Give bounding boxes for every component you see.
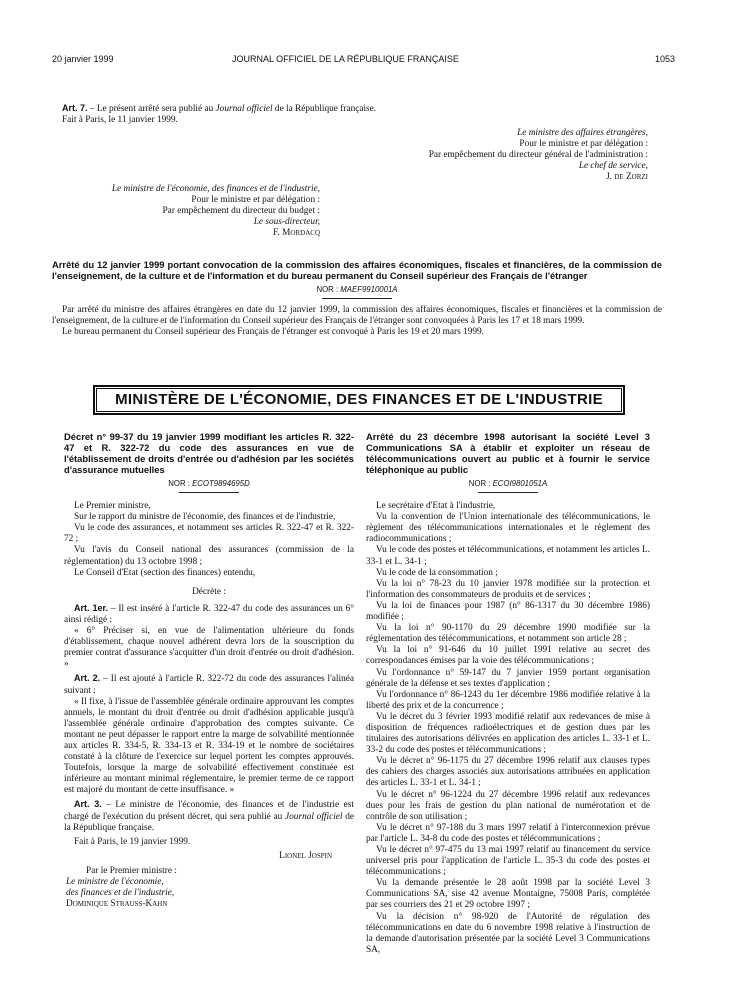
arrete-1 — [52, 259, 662, 338]
arrete-2-paragraph: Vu l'ordonnance n° 86-1243 du 1er décembre 1986 modifiée relative à la liberté des prix et de la concurrence ; — [366, 689, 650, 711]
arrete-2-paragraph: Vu le décret n° 96-1175 du 27 décembre 1996 relatif aux clauses types des cahiers des charges associés aux autorisations attribuées en application des articles L. 33-1 et L. 34-1 ; — [366, 756, 650, 789]
arrete-2-paragraph: Vu le décret n° 96-1224 du 27 décembre 1996 relatif aux redevances dues pour les frais de gestion du plan national de numérotation et de contrôle de son utilisation ; — [366, 789, 650, 822]
arrete-2-nor: NOR : ECOI9801051A — [468, 479, 548, 488]
decret-minister: Le ministre de l'économie, — [66, 877, 164, 887]
arrete-1-nor: NOR : MAEF9910001A — [316, 285, 398, 294]
divider — [179, 492, 239, 493]
divider — [478, 492, 538, 493]
decret-paragraph: Le Premier ministre, — [74, 501, 151, 512]
decret-article-1-quote: « 6° Préciser si, en vue de l'alimentation ultérieure du fonds d'établissement, chaque nouvel adhérent devra lors de la souscription du premier contrat d'assurance s'acquitter d'un droit d'entrée ou droit d'adhésion. » — [64, 626, 354, 670]
decret-fait: Fait à Paris, le 19 janvier 1999. — [74, 836, 191, 847]
arrete-2-paragraph: Vu le code des postes et télécommunications, et notamment les articles L. 33-1 et L. 34-1 ; — [366, 545, 650, 567]
signature-block-right — [380, 128, 648, 183]
signature-line: Le ministre de l'économie, des finances et de l'industrie, — [111, 184, 320, 194]
decret-signer: Lionel Jospin — [279, 850, 332, 861]
arrete-2-paragraph: Vu la convention de l'Union internationale des télécommunications, le règlement des télécommunications internationales et le règlement des radiocommunications ; — [366, 512, 650, 545]
arrete-2-paragraph: Vu l'ordonnance n° 59-147 du 7 janvier 1959 portant organisation générale de la défense et ses textes d'application ; — [366, 667, 650, 689]
arrete-2-paragraph: Vu le code de la consommation ; — [376, 567, 498, 578]
arrete-2-paragraph: Vu la loi de finances pour 1987 (n° 86-1317 du 30 décembre 1986) modifiée ; — [366, 600, 650, 623]
article-7-fait: Fait à Paris, le 11 janvier 1999. — [62, 115, 178, 126]
article-7-text: Art. 7. – Le présent arrêté sera publié au Journal officiel de la République française. — [62, 103, 377, 114]
signature-line: Pour le ministre et par délégation : — [519, 139, 648, 150]
arrete-2-paragraph: Vu le décret n° 97-188 du 3 mars 1997 relatif à l'interconnexion prévue par l'article L. 34-8 du code des postes et télécommunications ; — [366, 822, 650, 844]
decret-minister: des finances et de l'industrie, — [66, 888, 175, 899]
arrete-1-paragraph: Par arrêté du ministre des affaires étrangères en date du 12 janvier 1999, la commission des affaires économiques, fiscales et financières et la commission de l'enseignement, de la culture et de l'information du Conseil supérieur des Français de l'étranger sont convoquées à Paris les 17 et 18 mars 1999. — [52, 305, 662, 327]
arrete-2-paragraph: Vu la loi n° 78-23 du 10 janvier 1978 modifiée sur la protection et l'information des consommateurs de produits et de services ; — [366, 578, 650, 600]
arrete-2-paragraph: Vu le décret n° 97-475 du 13 mai 1997 relatif au financement du service universel pris pour l'application de l'article L. 35-3 du code des postes et télécommunications ; — [366, 845, 650, 878]
signature-line: Le chef de service, — [578, 161, 648, 172]
decret-paragraph: Vu le code des assurances, et notamment ses articles R. 322-47 et R. 322-72 ; — [64, 523, 354, 545]
arrete-1-title: Arrêté du 12 janvier 1999 portant convocation de la commission des affaires économiques, fiscales et financières, de la commission de l'enseignement, de la culture et de l'information et du bureau permanent du Conseil supérieur des Français de l'étranger — [52, 259, 662, 281]
decret-paragraph: Vu l'avis du Conseil national des assurances (commission de la réglementation) du 13 octobre 1998 ; — [64, 545, 354, 567]
decret-article-1: Art. 1er. – Il est inséré à l'article R. 322-47 du code des assurances un 6° ainsi rédigé : — [64, 602, 354, 625]
signature-line: Par empêchement du directeur du budget : — [162, 206, 320, 217]
arrete-2-column — [366, 431, 650, 956]
signature-line: Pour le ministre et par délégation : — [191, 195, 320, 206]
arrete-2-paragraph: Vu le décret du 3 février 1993 modifié relatif aux redevances de mise à disposition de fréquences radioélectriques et de gestion dues par les titulaires des autorisations délivrées en application des articles L. 33-1 et L. 33-2 du code des postes et télécommunications ; — [366, 711, 650, 756]
divider — [322, 298, 392, 299]
decret-decrete: Décrète : — [192, 586, 226, 597]
arrete-2-paragraph: Vu la demande présentée le 28 août 1998 par la société Level 3 Communications SA, sise 42 avenue Montaigne, 75008 Paris, complétée par ses courriers des 21 et 29 octobre 1997 ; — [366, 878, 650, 911]
signature-line: Le ministre des affaires étrangères, — [517, 128, 648, 138]
header-page-number: 1053 — [655, 54, 676, 64]
decret-article-3: Art. 3. – Le ministre de l'économie, des finances et de l'industrie est chargé de l'exécution du présent décret, qui sera publié au Journal officiel de la République française. — [64, 799, 354, 833]
header-journal: JOURNAL OFFICIEL DE LA RÉPUBLIQUE FRANÇAISE — [232, 54, 459, 64]
signature-line: J. de Zorzi — [606, 172, 648, 183]
article-7 — [52, 103, 672, 126]
arrete-2-paragraph: Vu la décision n° 98-920 de l'Autorité de régulation des télécommunications en date du 6 novembre 1998 relative à l'instruction de la demande d'autorisation présentée par la société Level 3 Communications SA, — [366, 911, 650, 955]
arrete-2-paragraph: Vu la loi n° 90-1170 du 29 décembre 1990 modifiée sur la réglementation des télécommunications, et notamment son article 28 ; — [366, 623, 650, 645]
header-date: 20 janvier 1999 — [52, 54, 114, 64]
signature-block-left — [60, 184, 320, 239]
arrete-2-paragraph: Le secrétaire d'Etat à l'industrie, — [376, 501, 496, 512]
signature-line: F. Mordacq — [273, 228, 320, 239]
decret-minister-name: Dominique Strauss-Kahn — [66, 899, 168, 910]
arrete-2-body — [366, 501, 650, 956]
decret-title: Décret n° 99-37 du 19 janvier 1999 modifiant les articles R. 322-47 et R. 322-72 du code des assurances en vue de l'établissement de droits d'entrée ou d'adhésion par les sociétés d'assurance mutuelles — [64, 431, 354, 475]
decret-paragraph: Le Conseil d'Etat (section des finances) entendu, — [74, 567, 256, 578]
ministry-heading: MINISTÈRE DE L'ÉCONOMIE, DES FINANCES ET DE L'INDUSTRIE — [93, 385, 625, 415]
signature-line: Par empêchement du directeur général de l'administration : — [428, 150, 648, 161]
arrete-1-paragraph: Le bureau permanent du Conseil supérieur des Français de l'étranger est convoqué à Paris les 19 et 20 mars 1999. — [62, 327, 484, 338]
signature-line: Le sous-directeur, — [253, 217, 320, 228]
decret-article-2-quote: « Il fixe, à l'issue de l'assemblée générale ordinaire approuvant les comptes annuels, le montant du droit d'entrée ou droit d'adhésion applicable jusqu'à l'assemblée générale ordinaire d'approbation des comptes suivante. Ce montant ne peut dépasser le rapport entre la marge de solvabilité mentionnée aux articles R. 334-5, R. 334-13 et R. 334-19 et le nombre de sociétaires constaté à la clôture de l'exercice sur lequel portent les comptes approuvés. Toutefois, lorsque la marge de solvabilité effectivement constituée est inférieure au montant minimal réglementaire, le premier terme de ce rapport est majoré du montant de cette insuffisance. » — [64, 696, 354, 796]
arrete-2-title: Arrêté du 23 décembre 1998 autorisant la société Level 3 Communications SA à établir et exploiter un réseau de télécommunications ouvert au public et à fournir le service téléphonique au public — [366, 431, 650, 475]
decret-article-2: Art. 2. – Il est ajouté à l'article R. 322-72 du code des assurances l'alinéa suivant : — [64, 673, 354, 696]
arrete-2-paragraph: Vu la loi n° 91-646 du 10 juillet 1991 relative au secret des correspondances émises par la voie des télécommunications ; — [366, 645, 650, 667]
decret-column — [64, 431, 354, 910]
decret-par: Par le Premier ministre : — [86, 865, 177, 876]
decret-nor: NOR : ECOT9894695D — [168, 479, 250, 488]
decret-paragraph: Sur le rapport du ministre de l'économie, des finances et de l'industrie, — [74, 512, 336, 523]
